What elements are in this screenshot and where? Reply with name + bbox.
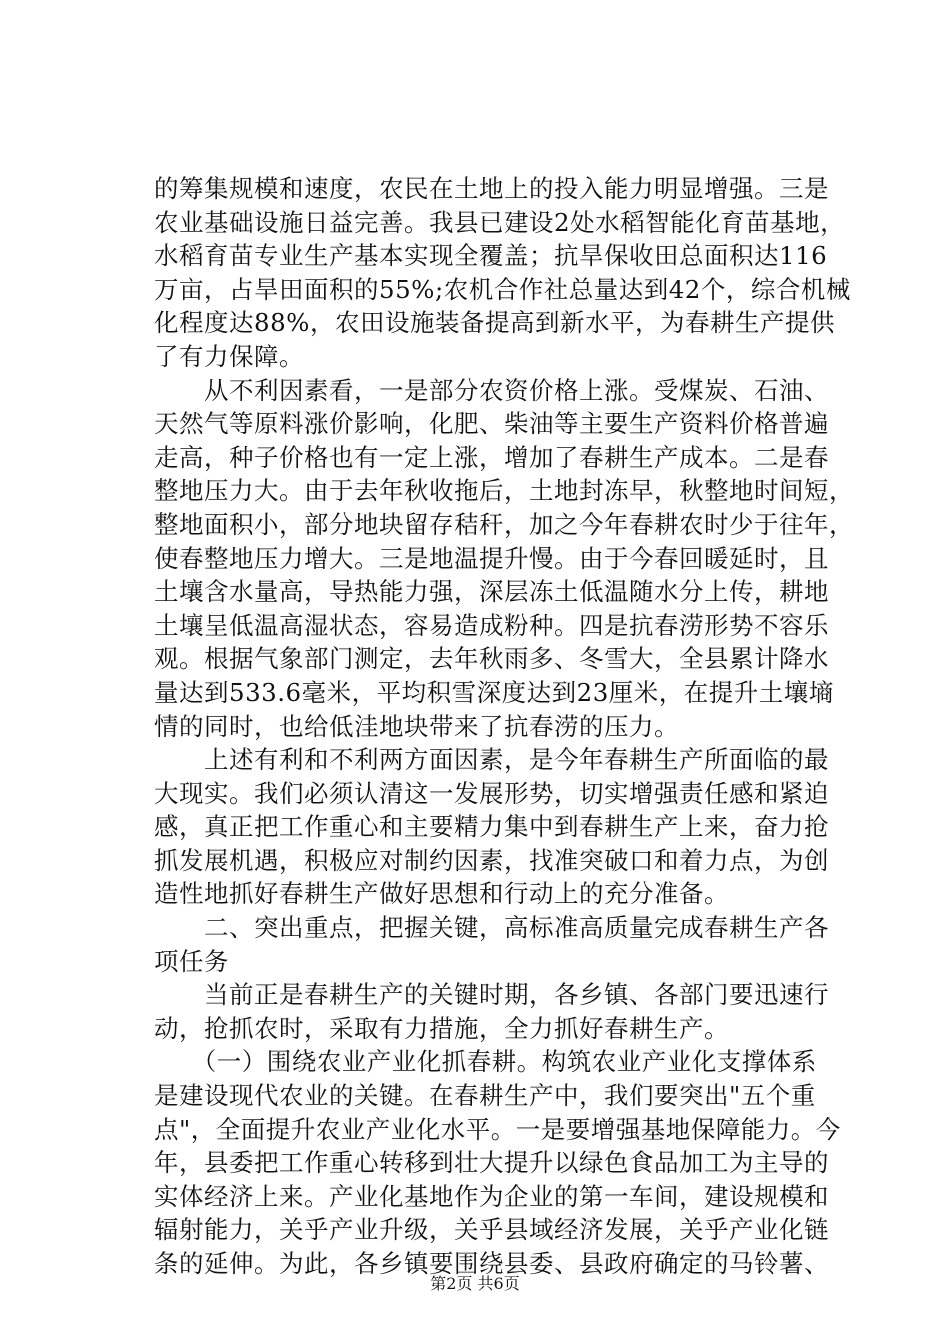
text-line: 整地压力大。由于去年秋收拖后，土地封冻早，秋整地时间短，	[154, 476, 854, 506]
text-line: 整地面积小，部分地块留存秸秆，加之今年春耕农时少于往年，	[154, 509, 854, 539]
text-line: 万亩，占旱田面积的55%;农机合作社总量达到42个，综合机械	[154, 274, 851, 304]
text-line: 量达到533.6毫米，平均积雪深度达到23厘米，在提升土壤墒	[154, 677, 834, 707]
text-line: 二、突出重点，把握关键，高标准高质量完成春耕生产各	[154, 913, 829, 943]
text-line: （一）围绕农业产业化抓春耕。构筑农业产业化支撑体系	[154, 1047, 817, 1077]
text-line: 从不利因素看，一是部分农资价格上涨。受煤炭、石油、	[154, 375, 829, 405]
text-line: 当前正是春耕生产的关键时期，各乡镇、各部门要迅速行	[154, 980, 829, 1010]
text-line: 实体经济上来。产业化基地作为企业的第一车间，建设规模和	[154, 1181, 829, 1211]
text-line: 化程度达88%，农田设施装备提高到新水平，为春耕生产提供	[154, 308, 835, 338]
text-line: 天然气等原料涨价影响，化肥、柴油等主要生产资料价格普遍	[154, 409, 829, 439]
text-line: 造性地抓好春耕生产做好思想和行动上的充分准备。	[154, 879, 729, 909]
page-footer: 第2页 共6页	[430, 1274, 520, 1293]
text-line: 农业基础设施日益完善。我县已建设2处水稻智能化育苗基地，	[154, 207, 846, 237]
text-line: 水稻育苗专业生产基本实现全覆盖；抗旱保收田总面积达116	[154, 241, 828, 271]
text-line: 走高，种子价格也有一定上涨，增加了春耕生产成本。二是春	[154, 442, 829, 472]
text-line: 点"，全面提升农业产业化水平。一是要增强基地保障能力。今	[154, 1114, 841, 1144]
text-line: 是建设现代农业的关键。在春耕生产中，我们要突出"五个重	[154, 1081, 816, 1111]
text-line: 条的延伸。为此，各乡镇要围绕县委、县政府确定的马铃薯、	[154, 1249, 829, 1278]
text-line: 观。根据气象部门测定，去年秋雨多、冬雪大，全县累计降水	[154, 644, 829, 674]
text-line: 项任务	[154, 946, 229, 976]
text-line: 土壤含水量高，导热能力强，深层冻土低温随水分上传，耕地	[154, 577, 829, 607]
text-line: 感，真正把工作重心和主要精力集中到春耕生产上来，奋力抢	[154, 812, 829, 842]
text-line: 的筹集规模和速度，农民在土地上的投入能力明显增强。三是	[154, 174, 829, 203]
text-line: 抓发展机遇，积极应对制约因素，找准突破口和着力点，为创	[154, 845, 829, 875]
text-line: 情的同时，也给低洼地块带来了抗春涝的压力。	[154, 711, 679, 741]
text-line: 辐射能力，关乎产业升级，关乎县域经济发展，关乎产业化链	[154, 1215, 829, 1245]
text-line: 使春整地压力增大。三是地温提升慢。由于今春回暖延时，且	[154, 543, 829, 573]
text-line: 年，县委把工作重心转移到壮大提升以绿色食品加工为主导的	[154, 1148, 829, 1178]
text-line: 动，抢抓农时，采取有力措施，全力抓好春耕生产。	[154, 1013, 729, 1043]
body-text	[154, 172, 854, 1281]
text-line: 大现实。我们必须认清这一发展形势，切实增强责任感和紧迫	[154, 778, 829, 808]
text-line: 土壤呈低温高湿状态，容易造成粉种。四是抗春涝形势不容乐	[154, 610, 829, 640]
text-line: 了有力保障。	[154, 341, 304, 371]
text-line: 上述有利和不利两方面因素，是今年春耕生产所面临的最	[154, 745, 829, 775]
